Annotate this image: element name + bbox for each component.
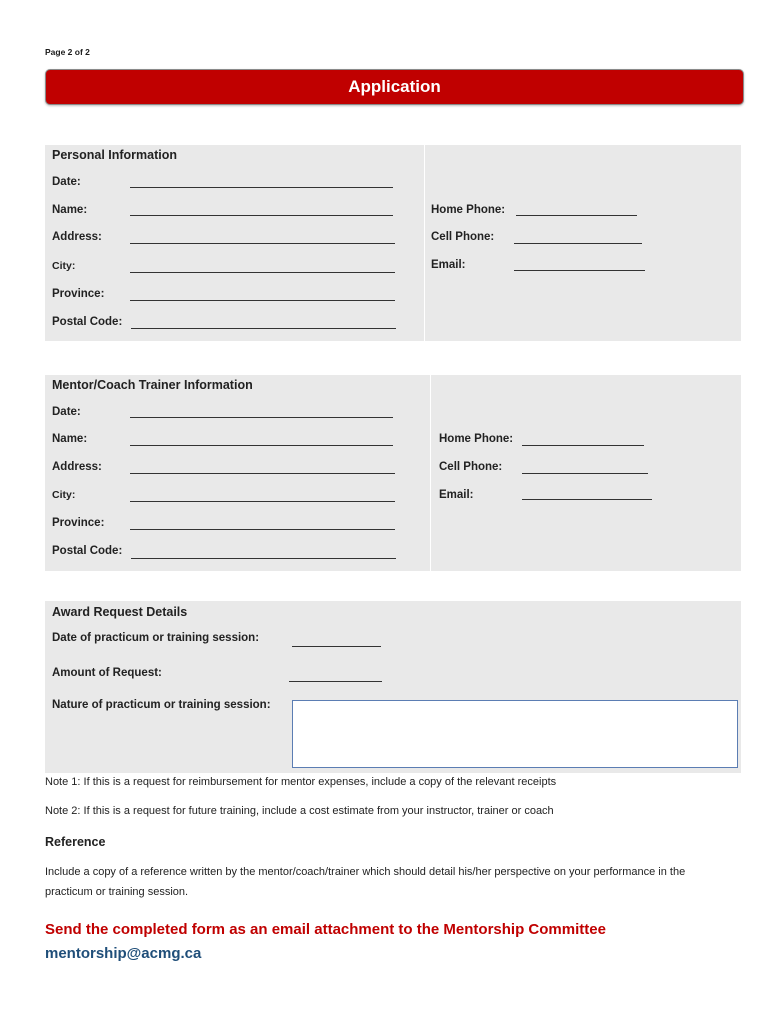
mentor-postal-field[interactable]: [131, 558, 396, 559]
mentor-province-field[interactable]: [130, 529, 395, 530]
mentor-cell-phone-field[interactable]: [522, 473, 648, 474]
personal-city-field[interactable]: [130, 272, 395, 273]
personal-name-label: Name:: [52, 204, 88, 216]
personal-date-field[interactable]: [130, 187, 393, 188]
personal-home-phone-field[interactable]: [516, 215, 637, 216]
reference-title: Reference: [45, 835, 106, 849]
note-1: Note 1: If this is a request for reimbursement for mentor expenses, include a copy of the relevant receipts: [45, 776, 557, 788]
personal-email-label: Email:: [431, 259, 466, 271]
panel-divider: [424, 145, 425, 341]
mentor-date-label: Date:: [52, 406, 81, 418]
personal-home-phone-label: Home Phone:: [431, 204, 506, 216]
application-banner: [45, 69, 744, 105]
personal-info-title: Personal Information: [52, 148, 178, 162]
award-date-field[interactable]: [292, 646, 381, 647]
award-nature-label: Nature of practicum or training session:: [52, 699, 271, 711]
personal-cell-phone-label: Cell Phone:: [431, 231, 495, 243]
mentor-home-phone-field[interactable]: [522, 445, 644, 446]
mentor-cell-phone-label: Cell Phone:: [439, 461, 503, 473]
page-label: Page 2 of 2: [45, 47, 90, 57]
reference-text: Include a copy of a reference written by the mentor/coach/trainer which should detail his/her perspective on your performance in the practicum or training session.: [45, 866, 686, 898]
mentor-email-field[interactable]: [522, 499, 652, 500]
personal-postal-label: Postal Code:: [52, 316, 123, 328]
personal-date-label: Date:: [52, 176, 81, 188]
mentor-home-phone-label: Home Phone:: [439, 433, 514, 445]
mentor-info-title: Mentor/Coach Trainer Information: [52, 378, 253, 392]
banner-title: Application: [348, 77, 441, 96]
mentor-city-label: City:: [52, 489, 76, 501]
personal-name-field[interactable]: [130, 215, 393, 216]
mentor-postal-label: Postal Code:: [52, 545, 123, 557]
personal-city-label: City:: [52, 260, 76, 272]
mentor-email-label: Email:: [439, 489, 474, 501]
mentor-name-label: Name:: [52, 433, 88, 445]
personal-province-field[interactable]: [130, 300, 395, 301]
award-nature-textarea[interactable]: [292, 700, 738, 768]
award-amount-label: Amount of Request:: [52, 667, 162, 679]
personal-address-field[interactable]: [130, 243, 395, 244]
note-2: Note 2: If this is a request for future training, include a cost estimate from your instructor, trainer or coach: [45, 805, 554, 817]
personal-province-label: Province:: [52, 288, 105, 300]
award-title: Award Request Details: [52, 605, 188, 619]
award-amount-field[interactable]: [289, 681, 382, 682]
mentor-province-label: Province:: [52, 517, 105, 529]
mentor-address-label: Address:: [52, 461, 102, 473]
send-instructions: Send the completed form as an email attachment to the Mentorship Committee: [45, 921, 606, 938]
award-date-label: Date of practicum or training session:: [52, 632, 260, 644]
mentor-date-field[interactable]: [130, 417, 393, 418]
mentorship-email-link[interactable]: mentorship@acmg.ca: [45, 945, 202, 962]
personal-postal-field[interactable]: [131, 328, 396, 329]
personal-cell-phone-field[interactable]: [514, 243, 642, 244]
mentor-city-field[interactable]: [130, 501, 395, 502]
panel-divider: [430, 375, 431, 571]
mentor-address-field[interactable]: [130, 473, 395, 474]
mentor-name-field[interactable]: [130, 445, 393, 446]
personal-address-label: Address:: [52, 231, 102, 243]
personal-email-field[interactable]: [514, 270, 645, 271]
